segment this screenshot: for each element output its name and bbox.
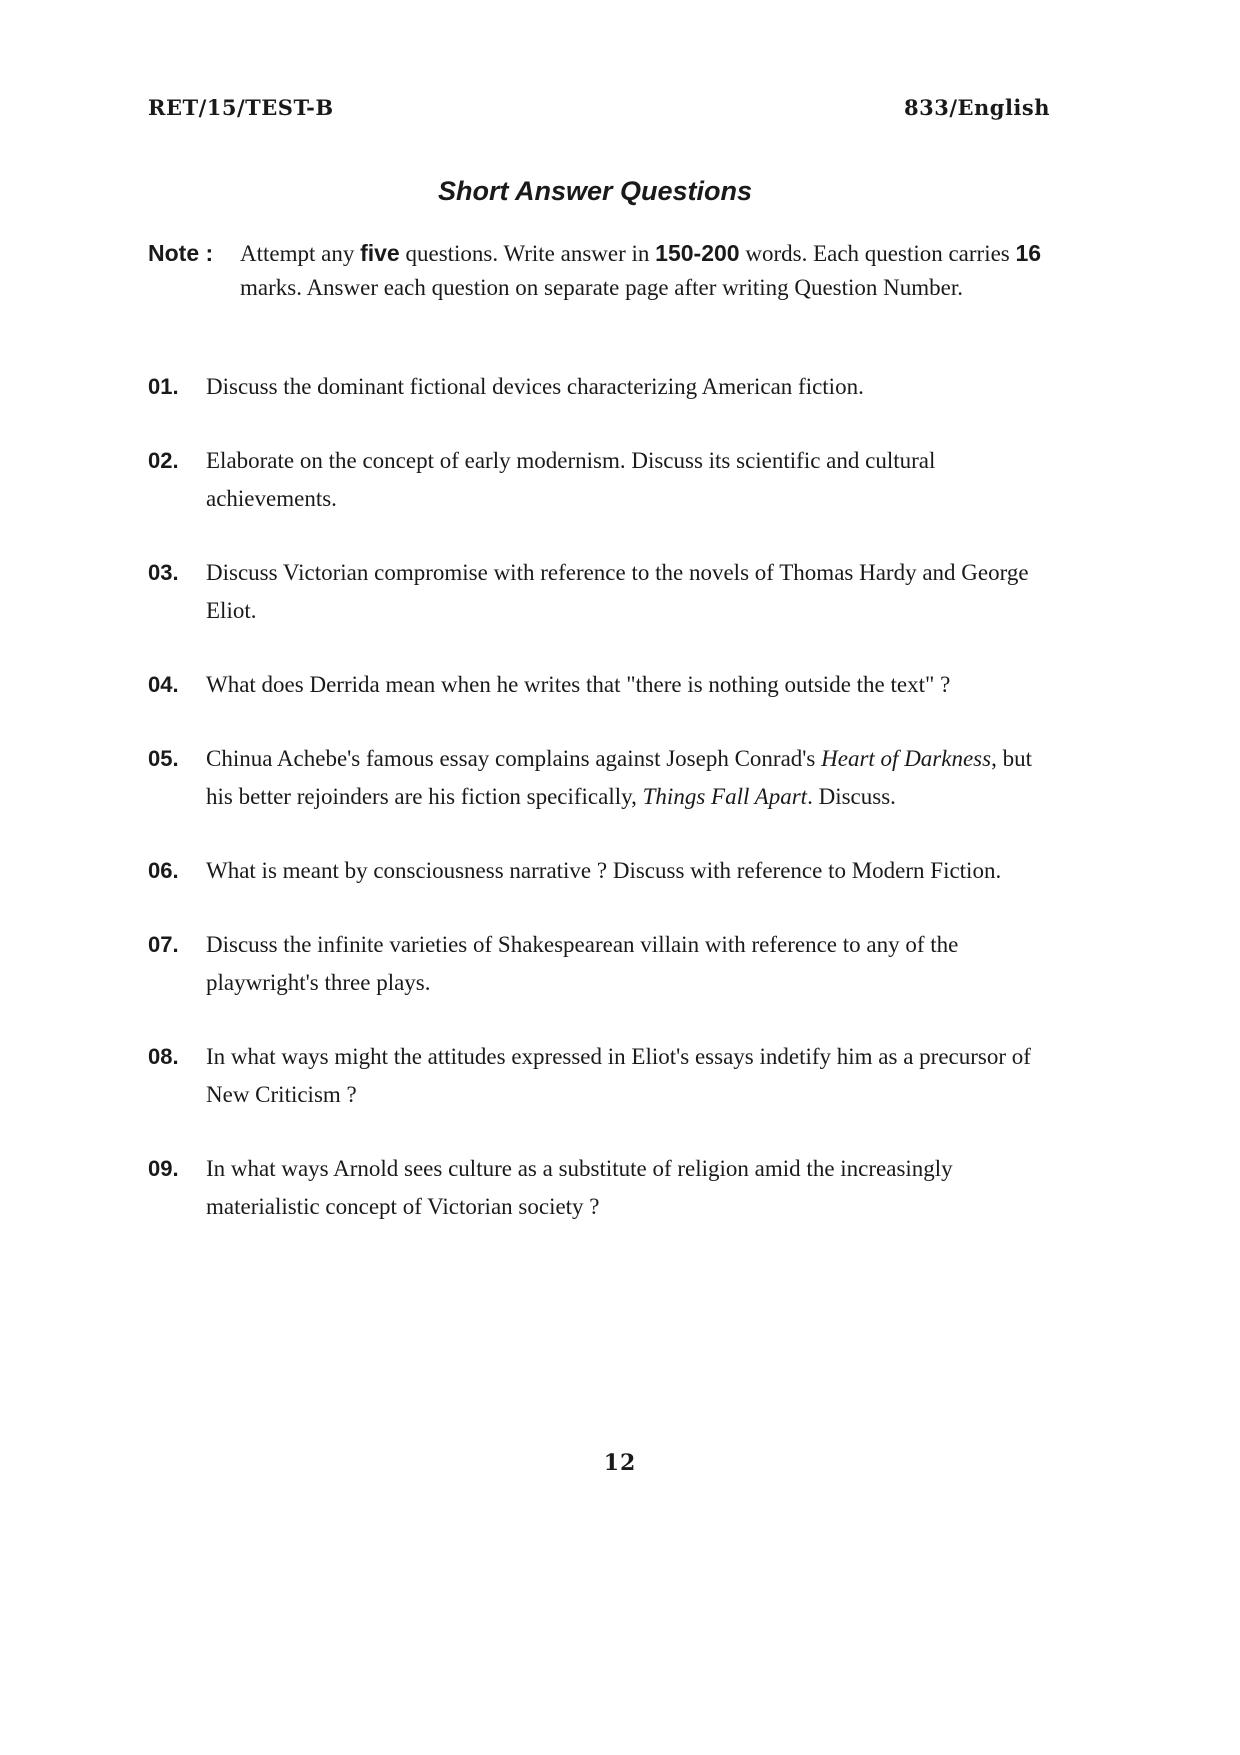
question-item [148,852,1058,890]
book-title: Things Fall Apart [642,784,808,809]
question-number: 09. [148,1156,179,1181]
question-text-part: , but his better rejoinders are his fiction specifically, [206,746,1032,809]
question-number: 02. [148,448,179,473]
book-title: Heart of Darkness [821,746,992,771]
question-item [148,740,1058,816]
question-number: 06. [148,858,179,883]
question-text: Discuss the infinite varieties of Shakespearean villain with reference to any of the playwright's three plays. [206,932,959,995]
question-item [148,666,1058,704]
question-number: 01. [148,374,179,399]
exam-code: RET/15/TEST-B [148,94,334,120]
question-text-part: Chinua Achebe's famous essay complains against Joseph Conrad's [206,746,822,771]
note-bold-count: five [360,240,400,266]
question-text-part: . Discuss. [807,784,896,809]
question-number: 04. [148,672,179,697]
question-item [148,926,1058,1002]
question-text: Elaborate on the concept of early modernism. Discuss its scientific and cultural achievements. [206,448,936,511]
question-item [148,1150,1058,1226]
note-text-1: Attempt any [240,241,361,266]
instructions-note [148,236,1048,305]
note-bold-words: 150-200 [655,240,740,266]
question-text: What is meant by consciousness narrative ? Discuss with reference to Modern Fiction. [206,858,1002,883]
question-item [148,554,1058,630]
question-text: In what ways Arnold sees culture as a substitute of religion amid the increasingly materialistic concept of Victorian society ? [206,1156,953,1219]
note-text-3: words. Each question carries [739,241,1016,266]
section-title: Short Answer Questions [437,176,753,206]
note-body [240,236,1048,305]
question-number: 05. [148,746,179,771]
question-item [148,1038,1058,1114]
question-text: In what ways might the attitudes expressed in Eliot's essays indetify him as a precursor of New Criticism ? [206,1044,1031,1107]
question-item [148,442,1058,518]
note-text-4: marks. Answer each question on separate page after writing Question Number. [240,275,964,300]
subject-code: 833/English [903,94,1050,120]
question-number: 07. [148,932,179,957]
question-text: What does Derrida mean when he writes that "there is nothing outside the text" ? [206,672,951,697]
page-number: 12 [603,1450,637,1476]
question-item [148,368,1058,406]
question-text: Discuss Victorian compromise with reference to the novels of Thomas Hardy and George Eliot. [206,560,1029,623]
question-number: 08. [148,1044,179,1069]
note-label: Note : [148,240,214,266]
note-bold-marks: 16 [1015,240,1042,266]
note-text-2: questions. Write answer in [399,241,656,266]
page-header [148,92,1050,122]
question-number: 03. [148,560,179,585]
question-list [148,368,1058,1262]
question-text: Discuss the dominant fictional devices characterizing American fiction. [206,374,864,399]
question-text [206,740,1058,816]
